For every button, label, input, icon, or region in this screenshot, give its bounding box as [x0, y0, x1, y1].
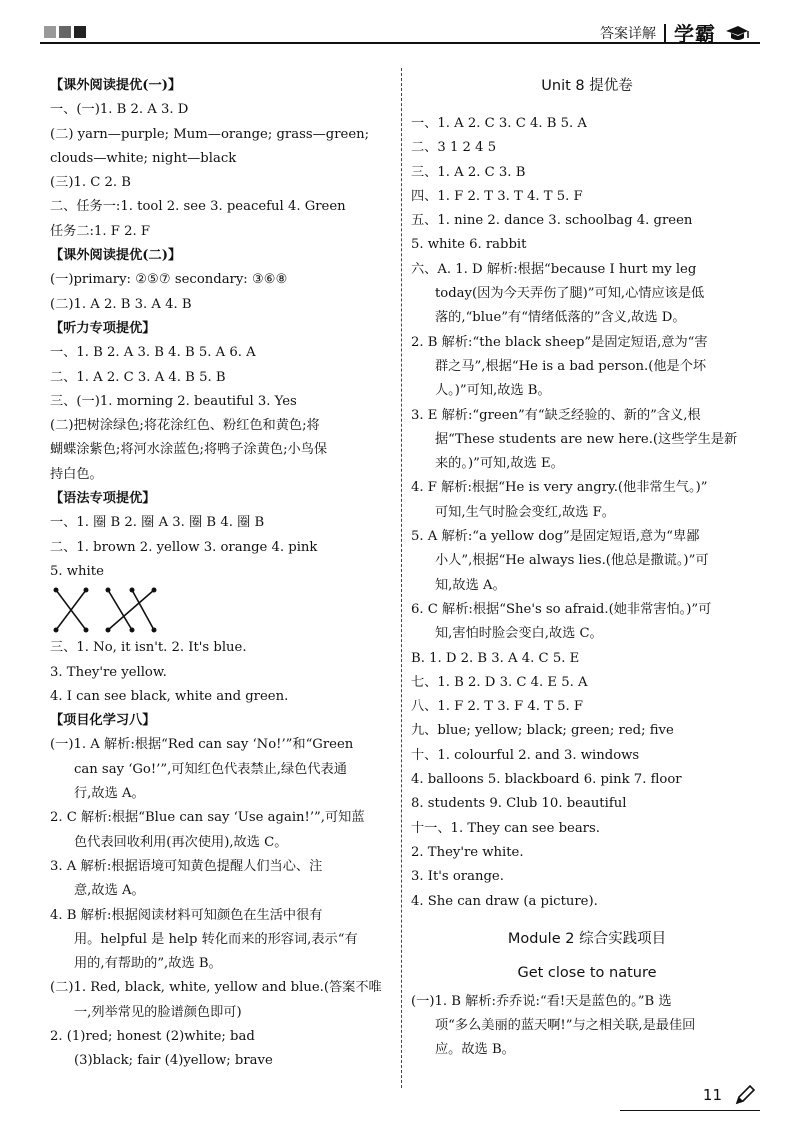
header-rule [40, 42, 760, 44]
graduation-cap-icon [724, 23, 750, 43]
answer-line: 5. white 6. rabbit [411, 237, 527, 253]
answer-line: 2. (1)red; honest (2)white; bad [50, 1028, 255, 1044]
answer-line: 行,故选 A。 [74, 786, 145, 802]
answer-line: 四、1. F 2. T 3. T 4. T 5. F [411, 188, 583, 204]
column-divider [401, 68, 402, 1088]
answer-line: 知,故选 A。 [435, 577, 506, 593]
footer-rule [620, 1110, 760, 1111]
answer-line: 5. A 解析:“a yellow dog”是固定短语,意为“卑鄙 [411, 529, 700, 545]
section-heading: 【语法专项提优】 [50, 491, 156, 507]
answer-line: 十、1. colourful 2. and 3. windows [411, 747, 640, 763]
header-subtitle: 答案详解 [600, 25, 656, 42]
answer-line: 小人”,根据“He always lies.(他总是撒谎。)”可 [435, 553, 709, 569]
answer-line: 3. E 解析:“green”有“缺乏经验的、新的”含义,根 [411, 407, 701, 423]
answer-line: 二、任务一:1. tool 2. see 3. peaceful 4. Green [50, 199, 346, 215]
answer-line: 8. students 9. Club 10. beautiful [411, 796, 627, 812]
answer-line: 知,害怕时脸会变白,故选 C。 [435, 626, 603, 642]
answer-line: (三)1. C 2. B [50, 175, 131, 191]
answer-line: 二、1. brown 2. yellow 3. orange 4. pink [50, 539, 318, 555]
answer-line: 三、1. No, it isn't. 2. It's blue. [50, 640, 247, 656]
section-heading: 【听力专项提优】 [50, 320, 156, 336]
answer-line: 4. I can see black, white and green. [50, 688, 289, 704]
header-brand-logo: 学霸 [674, 22, 716, 46]
answer-line: 3. A 解析:根据语境可知黄色提醒人们当心、注 [50, 858, 323, 874]
answer-line: 二、1. A 2. C 3. A 4. B 5. B [50, 369, 226, 385]
answer-line: 七、1. B 2. D 3. C 4. E 5. A [411, 674, 588, 690]
answer-line: 一、1. B 2. A 3. B 4. B 5. A 6. A [50, 345, 256, 361]
answer-line: 项“多么美丽的蓝天啊!”与之相关联,是最佳回 [435, 1018, 696, 1034]
header-separator [664, 24, 666, 42]
answer-line: 3. They're yellow. [50, 664, 167, 680]
answer-line: 6. C 解析:根据“She's so afraid.(她非常害怕。)”可 [411, 601, 712, 617]
answer-line: (二)1. A 2. B 3. A 4. B [50, 296, 192, 312]
answer-line: B. 1. D 2. B 3. A 4. C 5. E [411, 650, 580, 666]
section-title: Unit 8 提优卷 [541, 78, 633, 94]
answer-line: 2. They're white. [411, 844, 524, 860]
answer-line: 可知,生气时脸会变红,故选 F。 [435, 504, 615, 520]
answer-line: 4. She can draw (a picture). [411, 893, 598, 909]
answer-line: 任务二:1. F 2. F [50, 223, 151, 239]
answer-line: 2. B 解析:“the black sheep”是固定短语,意为“害 [411, 334, 708, 350]
answer-line: (二)把树涂绿色;将花涂红色、粉红色和黄色;将 [50, 418, 320, 434]
page-number: 11 [702, 1086, 722, 1104]
answer-line: 一,列举常见的脸谱颜色即可) [74, 1004, 242, 1020]
matching-lines-diagram [50, 584, 396, 636]
header-squares [44, 26, 86, 38]
answer-line: 3. It's orange. [411, 869, 504, 885]
answer-line: clouds—white; night—black [50, 150, 237, 166]
header-square [59, 26, 71, 38]
left-column [50, 74, 396, 1074]
answer-line: (二)1. Red, black, white, yellow and blue.(答案不唯 [50, 980, 382, 996]
answer-line: 三、(一)1. morning 2. beautiful 3. Yes [50, 393, 297, 409]
answer-line: 来的。)”可知,故选 E。 [435, 456, 564, 472]
answer-line: 应。故选 B。 [435, 1042, 515, 1058]
answer-line: 人。)”可知,故选 B。 [435, 383, 551, 399]
answer-line: 用。helpful 是 help 转化而来的形容词,表示“有 [74, 931, 358, 947]
section-title: Get close to nature [517, 964, 657, 981]
answer-line: 5. white [50, 563, 104, 579]
section-heading: 【课外阅读提优(二)】 [50, 248, 182, 264]
answer-line: today(因为今天弄伤了腿)”可知,心情应该是低 [435, 286, 705, 302]
section-title: Module 2 综合实践项目 [507, 930, 667, 947]
answer-line: 2. C 解析:根据“Blue can say ‘Use again!’”,可知蓝 [50, 810, 365, 826]
answer-line: 三、1. A 2. C 3. B [411, 164, 526, 180]
answer-line: (一)primary: ②⑤⑦ secondary: ③⑥⑧ [50, 272, 288, 288]
answer-line: 落的,“blue”有“情绪低落的”含义,故选 D。 [435, 310, 686, 326]
answer-line: 五、1. nine 2. dance 3. schoolbag 4. green [411, 213, 693, 229]
answer-line: (一)1. B 解析:乔乔说:“看!天是蓝色的。”B 选 [411, 993, 672, 1009]
answer-line: 十一、1. They can see bears. [411, 820, 600, 836]
answer-line: 据“These students are new here.(这些学生是新 [435, 431, 738, 447]
answer-line: 八、1. F 2. T 3. F 4. T 5. F [411, 699, 584, 715]
answer-line: (一)1. A 解析:根据“Red can say ‘No!’”和“Green [50, 737, 354, 753]
answer-line: 一、(一)1. B 2. A 3. D [50, 102, 189, 118]
answer-line: 用的,有帮助的”,故选 B。 [74, 956, 222, 972]
answer-line: 六、A. 1. D 解析:根据“because I hurt my leg [411, 261, 697, 277]
answer-line: 4. F 解析:根据“He is very angry.(他非常生气。)” [411, 480, 708, 496]
answer-line: 蝴蝶涂紫色;将河水涂蓝色;将鸭子涂黄色;小鸟保 [50, 442, 328, 458]
right-column [411, 74, 763, 1063]
header-square [74, 26, 86, 38]
answer-line: (3)black; fair (4)yellow; brave [74, 1053, 273, 1069]
answer-line: 4. B 解析:根据阅读材料可知颜色在生活中很有 [50, 907, 323, 923]
section-heading: 【项目化学习八】 [50, 713, 156, 729]
answer-line: 意,故选 A。 [74, 883, 145, 899]
pencil-icon [734, 1084, 756, 1106]
answer-line: (二) yarn—purple; Mum—orange; grass—green; [50, 126, 370, 142]
answer-line: 一、1. 圈 B 2. 圈 A 3. 圈 B 4. 圈 B [50, 515, 265, 531]
answer-line: 二、3 1 2 4 5 [411, 140, 497, 156]
answer-line: can say ‘Go!’”,可知红色代表禁止,绿色代表通 [74, 761, 347, 777]
answer-line: 4. balloons 5. blackboard 6. pink 7. floor [411, 772, 682, 788]
answer-line: 群之马”,根据“He is a bad person.(他是个坏 [435, 358, 707, 374]
answer-line: 持白色。 [50, 466, 103, 482]
answer-line: 一、1. A 2. C 3. C 4. B 5. A [411, 116, 587, 131]
section-heading: 【课外阅读提优(一)】 [50, 78, 182, 93]
page-header [40, 12, 760, 46]
answer-line: 九、blue; yellow; black; green; red; five [411, 723, 674, 739]
answer-line: 色代表回收利用(再次使用),故选 C。 [74, 834, 288, 850]
header-square [44, 26, 56, 38]
